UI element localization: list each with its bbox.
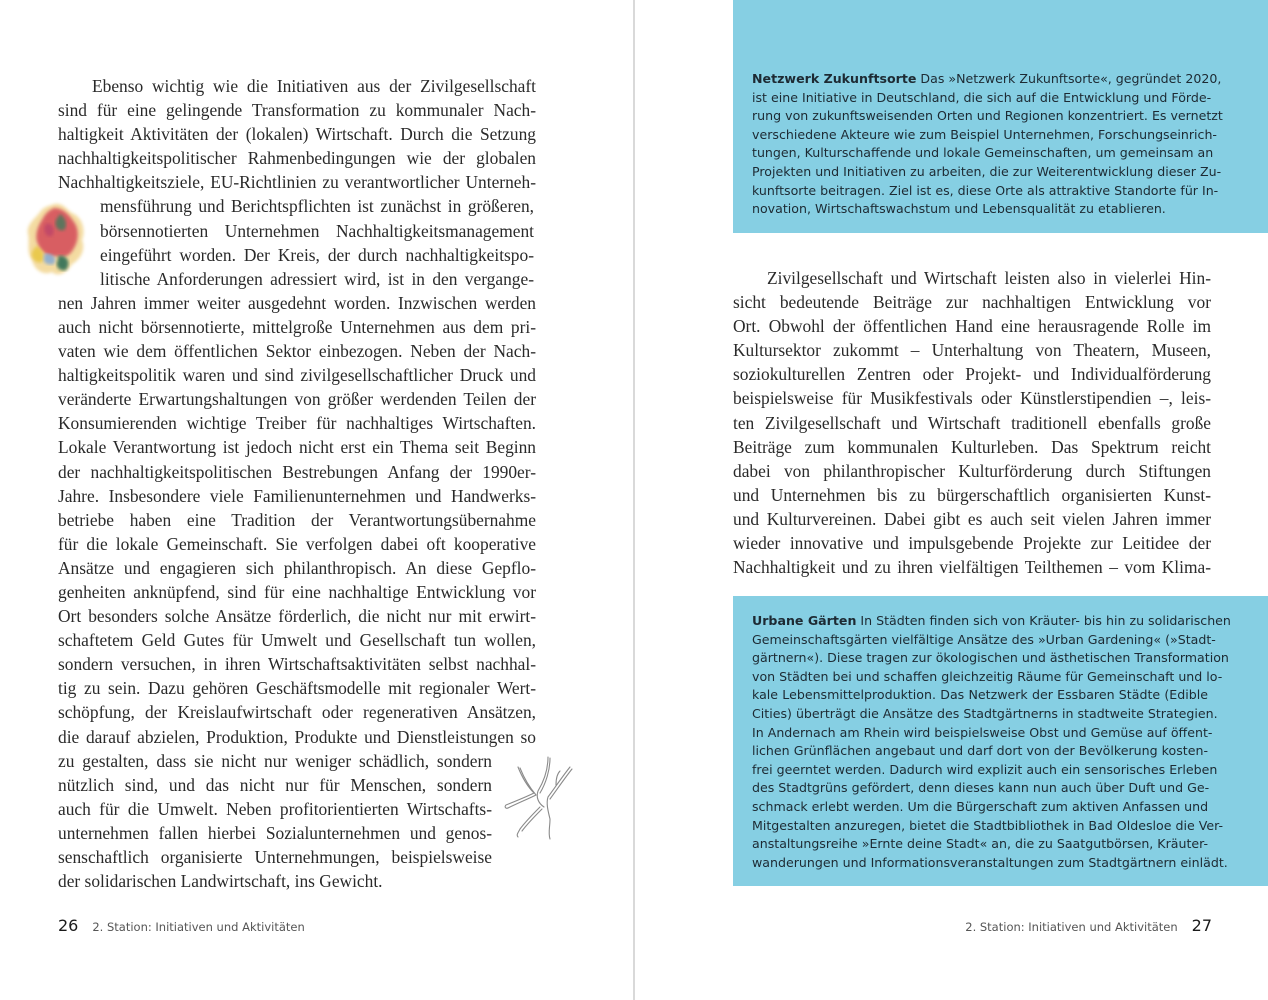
page-gutter-divider [633,0,635,1000]
footer-left [58,916,305,935]
info-box-title: Netzwerk Zukunftsorte [752,71,917,86]
right-body-text [733,266,1211,579]
info-box-title: Urbane Gärten [752,613,857,628]
text-line: Lokale Verantwortung ist jedoch nicht erst ein Thema seit Beginn [58,437,536,458]
text-line: auch nicht börsennotierte, mittelgroße Unternehmen aus dem pri- [58,316,536,337]
text-line: von Städten bei und schaffen gleichzeitig Räume für Gemeinschaft und lo- [752,668,1223,684]
text-line: sondern versuchen, in ihren Wirtschaftsaktivitäten selbst nachhal- [58,654,536,675]
running-head: 2. Station: Initiativen und Aktivitäten [92,920,305,934]
info-box-text [752,612,1231,872]
text-line: eingeführt worden. Der Kreis, der durch nachhaltigkeitspo- [100,244,534,265]
text-line: gärtnern«). Diese tragen zur ökologischen und ästhetischen Transformation [752,650,1229,666]
text-line: anstaltungsreihe »Ernte deine Stadt« an, die zu Saatgutbörsen, Kräuter- [752,836,1209,852]
text-line: haltigkeitspolitik waren und sind zivilgesellschaftlicher Druck und [58,365,536,386]
watercolor-blot-illustration [24,200,90,280]
text-line: kale Lebensmittelproduktion. Das Netzwerk der Essbaren Städte (Edible [752,687,1208,703]
text-line: und Unternehmen bis zu bürgerschaftlich organisierten Kunst- [733,484,1211,505]
running-head: 2. Station: Initiativen und Aktivitäten [965,920,1178,934]
text-line: schmack erlebt werden. Um die Bürgerschaft zum aktiven Anfassen und [752,798,1209,814]
text-line: die darauf abzielen, Produktion, Produkte und Dienstleistungen so [58,726,536,747]
text-line [752,612,1231,631]
text-line: Jahre. Insbesondere viele Familienunternehmen und Handwerks- [58,485,536,506]
text-line: der solidarischen Landwirtschaft, ins Gewicht. [58,871,383,892]
text-line: genheiten anknüpfend, sind für eine nachhaltige Entwicklung vor [58,581,536,602]
text-line: börsennotierten Unternehmen Nachhaltigkeitsmanagement [100,220,534,241]
text-line: dabei von philanthropischer Kulturförderung durch Stiftungen [733,460,1211,481]
text-line: veränderte Erwartungshaltungen von größer werdenden Teilen der [58,389,536,410]
text-line: Nachhaltigkeitsziele, EU-Richtlinien zu verantwortlicher Unterneh- [58,172,536,193]
text-line: ist eine Initiative in Deutschland, die sich auf die Entwicklung und Förde- [752,89,1212,105]
info-box-urbane-gaerten [733,596,1268,886]
text-fragment: Das »Netzwerk Zukunftsorte«, gegründet 2020, [916,71,1222,86]
text-line: der nachhaltigkeitspolitischen Bestrebungen Anfang der 1990er- [58,461,536,482]
text-line: senschaftlich organisierte Unternehmungen, beispielsweise [58,847,492,867]
text-line: und Kulturvereinen. Dabei gibt es auch seit vielen Jahren immer [733,508,1211,529]
text-line: sicht bedeutende Beiträge zur nachhaltigen Entwicklung vor [733,292,1211,313]
text-line: Ebenso wichtig wie die Initiativen aus der Zivilgesellschaft [92,76,536,96]
left-body-text [58,74,536,893]
text-line: Ort besonders solche Ansätze förderlich, die nicht nur mit erwirt- [58,606,536,627]
text-line: zu gestalten, dass sie nicht nur weniger schädlich, sondern [58,750,492,771]
text-line: Ort. Obwohl der öffentlichen Hand eine herausragende Rolle im [733,316,1211,337]
footer-right [965,916,1212,935]
text-line: wanderungen und Informationsveranstaltungen zum Stadtgärtnern einlädt. [752,854,1228,870]
text-line: wieder innovative und impulsgebende Projekte zur Leitidee der [733,533,1211,554]
line-drawing-figure-illustration [500,755,575,840]
text-line: Cities) überträgt die Ansätze des Stadtgärtnerns in stadtweite Strategien. [752,705,1218,721]
text-line: nützlich sind, und das nicht nur für Menschen, sondern [58,774,492,795]
text-line: nachhaltigkeitspolitischer Rahmenbedingungen wie der globalen [58,148,536,169]
text-line: soziokulturellen Zentren oder Projekt- und Individualförderung [733,364,1211,385]
text-line: Beiträge zum kommunalen Kulturleben. Das Spektrum reicht [733,436,1211,457]
text-line: vaten wie dem öffentlichen Sektor einbezogen. Neben der Nach- [58,341,536,362]
text-line: litische Anforderungen adressiert wird, ist in den vergange- [100,268,534,289]
text-line: Projekten und Initiativen zu arbeiten, die zur Weiterentwicklung dieser Zu- [752,163,1222,179]
text-line: tig zu sein. Dazu gehören Geschäftsmodelle mit regionaler Wert- [58,678,536,699]
text-line: verschiedene Akteure wie zum Beispiel Unternehmen, Forschungseinrich- [752,126,1217,142]
text-line: novation, Wirtschaftswachstum und Lebensqualität zu etablieren. [752,201,1166,217]
page-number: 26 [58,916,79,935]
text-line: nen Jahren immer weiter ausgedehnt worden. Inzwischen werden [58,292,536,313]
text-line: auch für die Umwelt. Neben profitorientierten Wirtschafts- [58,798,492,819]
text-line: tungen, Kulturschaffende und lokale Gemeinschaften, um gemeinsam an [752,145,1214,161]
text-line: Konsumierenden wichtige Treiber für nachhaltiges Wirtschaften. [58,413,536,434]
text-line: In Andernach am Rhein wird beispielsweise Obst und Gemüse auf öffent- [752,724,1213,740]
text-line: Ansätze und engagieren sich philanthropisch. An diese Gepflo- [58,557,536,578]
text-line: haltigkeit Aktivitäten der (lokalen) Wirtschaft. Durch die Setzung [58,124,536,145]
text-line: ten Zivilgesellschaft und Wirtschaft traditionell ebenfalls große [733,412,1211,433]
text-line: rung von zukunftsweisenden Orten und Regionen konzentriert. Es vernetzt [752,108,1223,124]
text-line: betriebe haben eine Tradition der Verantwortungsübernahme [58,509,536,530]
text-line: schöpfung, der Kreislaufwirtschaft oder regenerativen Ansätzen, [58,702,536,723]
text-line: mensführung und Berichtspflichten ist zunächst in größeren, [100,196,534,217]
text-line: Gemeinschaftsgärten vielfältige Ansätze des »Urban Gardening« (»Stadt- [752,631,1216,647]
text-line: kunftsorte beitragen. Ziel ist es, diese Orte als attraktive Standorte für In- [752,182,1219,198]
text-line: des Stadtgrüns gefördert, denn dieses kann nun auch über Duft und Ge- [752,780,1210,796]
text-line: schaftetem Geld Gutes für Umwelt und Gesellschaft tun wollen, [58,630,536,651]
text-fragment: In Städten finden sich von Kräuter- bis hin zu solidarischen [856,613,1231,628]
text-line: frei geerntet werden. Dadurch wird explizit auch ein sensorisches Erleben [752,761,1218,777]
text-line: unternehmen fallen hierbei Sozialunternehmen und genos- [58,822,492,843]
text-line: Kultursektor zukommt – Unterhaltung von Theatern, Museen, [733,340,1211,361]
info-box-netzwerk-zukunftsorte [733,0,1268,233]
text-line [752,70,1222,89]
right-page [636,0,1268,1000]
text-line: Zivilgesellschaft und Wirtschaft leisten also in vielerlei Hin- [767,268,1211,288]
text-line: sind für eine gelingende Transformation zu kommunaler Nach- [58,100,536,121]
text-line: für die lokale Gemeinschaft. Sie verfolgen dabei oft kooperative [58,533,536,554]
page-number: 27 [1191,916,1212,935]
text-line: beispielsweise für Musikfestivals oder Künstlerstipendien –, leis- [733,388,1211,409]
text-line: Mitgestalten anzuregen, bietet die Stadtbibliothek in Bad Oldesloe die Ver- [752,817,1224,833]
text-line: Nachhaltigkeit und zu ihren vielfältigen Teilthemen – vom Klima- [733,557,1211,578]
text-line: lichen Grünflächen angebaut und darf dort von der Bevölkerung kosten- [752,743,1208,759]
info-box-text [752,70,1223,219]
